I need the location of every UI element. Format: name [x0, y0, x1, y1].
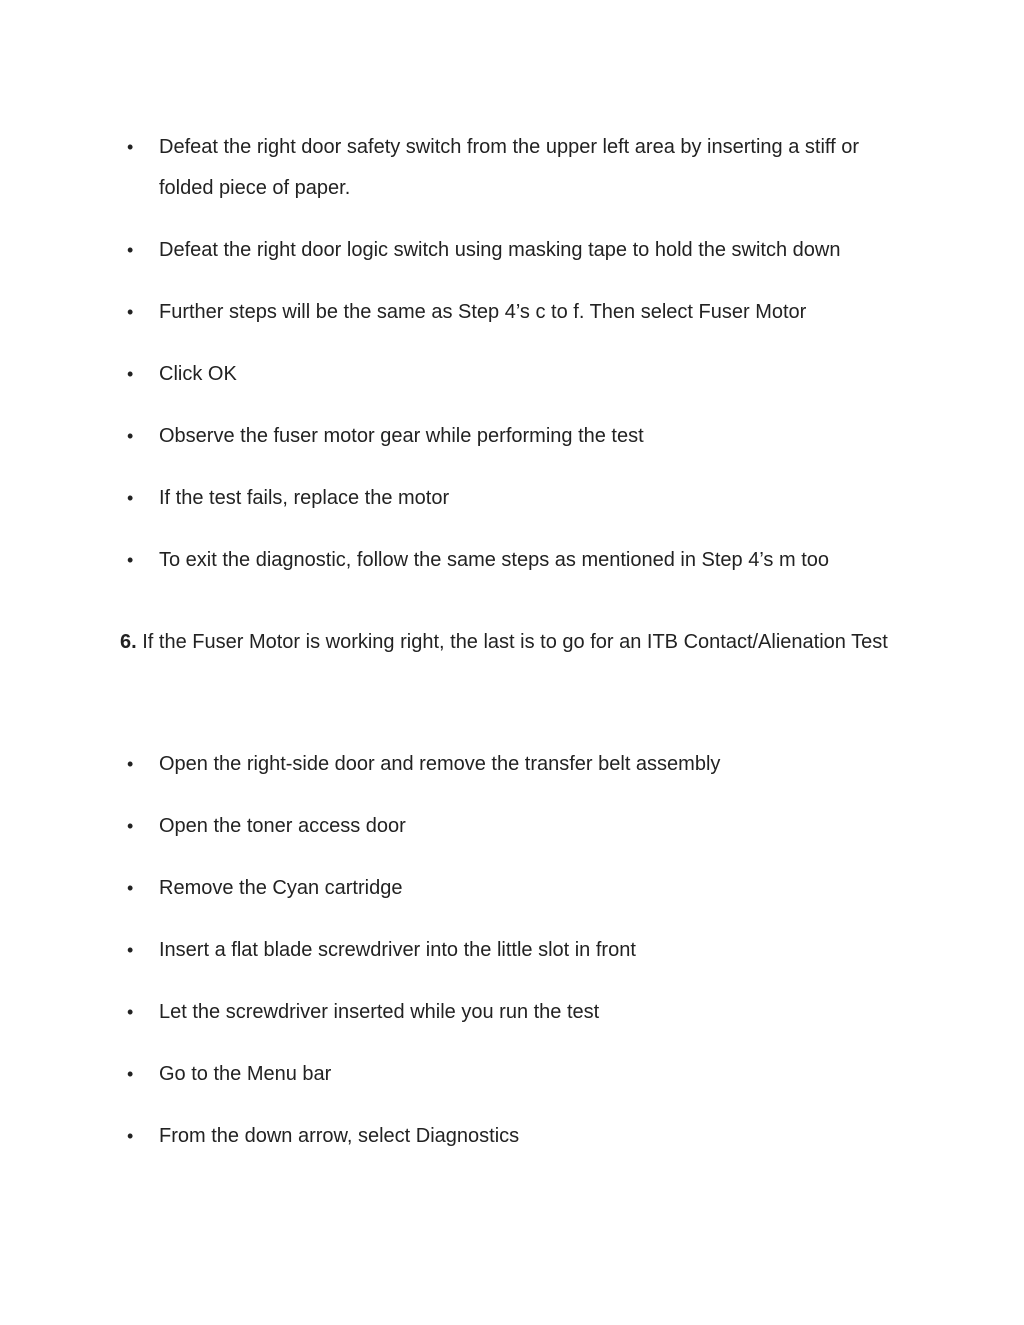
bullet-icon: •	[127, 488, 134, 508]
step-6-paragraph	[120, 622, 920, 663]
bullet-icon: •	[127, 364, 134, 384]
bullet-icon: •	[127, 302, 134, 322]
bullet-icon: •	[127, 1064, 134, 1084]
bullet-icon: •	[127, 878, 134, 898]
list-item-text: If the test fails, replace the motor	[159, 487, 450, 509]
list-item-text: Go to the Menu bar	[159, 1063, 332, 1085]
list-item-text: Observe the fuser motor gear while performing the test	[159, 425, 644, 447]
step-6-text: If the Fuser Motor is working right, the last is to go for an ITB Contact/Alienation Test	[142, 631, 888, 653]
list-item-text: Open the right-side door and remove the transfer belt assembly	[159, 753, 721, 775]
bullet-icon: •	[127, 816, 134, 836]
bullet-icon: •	[127, 1126, 134, 1146]
list-item-text: Let the screwdriver inserted while you run the test	[159, 1001, 600, 1023]
bullet-icon: •	[127, 550, 134, 570]
list-item-text: To exit the diagnostic, follow the same steps as mentioned in Step 4’s m too	[159, 549, 829, 571]
step-number: 6.	[120, 631, 137, 653]
bullet-icon: •	[127, 137, 134, 157]
bullet-icon: •	[127, 754, 134, 774]
list-item-text: Defeat the right door logic switch using masking tape to hold the switch down	[159, 239, 841, 261]
list-item-text: Open the toner access door	[159, 815, 406, 837]
list-item-text: Defeat the right door safety switch from the upper left area by inserting a stiff or folded piece of paper.	[159, 136, 859, 199]
bullet-icon: •	[127, 240, 134, 260]
bullet-icon: •	[127, 940, 134, 960]
list-item-text: Click OK	[159, 363, 237, 385]
bullet-icon: •	[127, 1002, 134, 1022]
list-item-text: From the down arrow, select Diagnostics	[159, 1125, 520, 1147]
list-item-text: Insert a flat blade screwdriver into the little slot in front	[159, 939, 636, 961]
bullet-icon: •	[127, 426, 134, 446]
list-item-text: Further steps will be the same as Step 4’s c to f. Then select Fuser Motor	[159, 301, 807, 323]
list-item-text: Remove the Cyan cartridge	[159, 877, 403, 899]
